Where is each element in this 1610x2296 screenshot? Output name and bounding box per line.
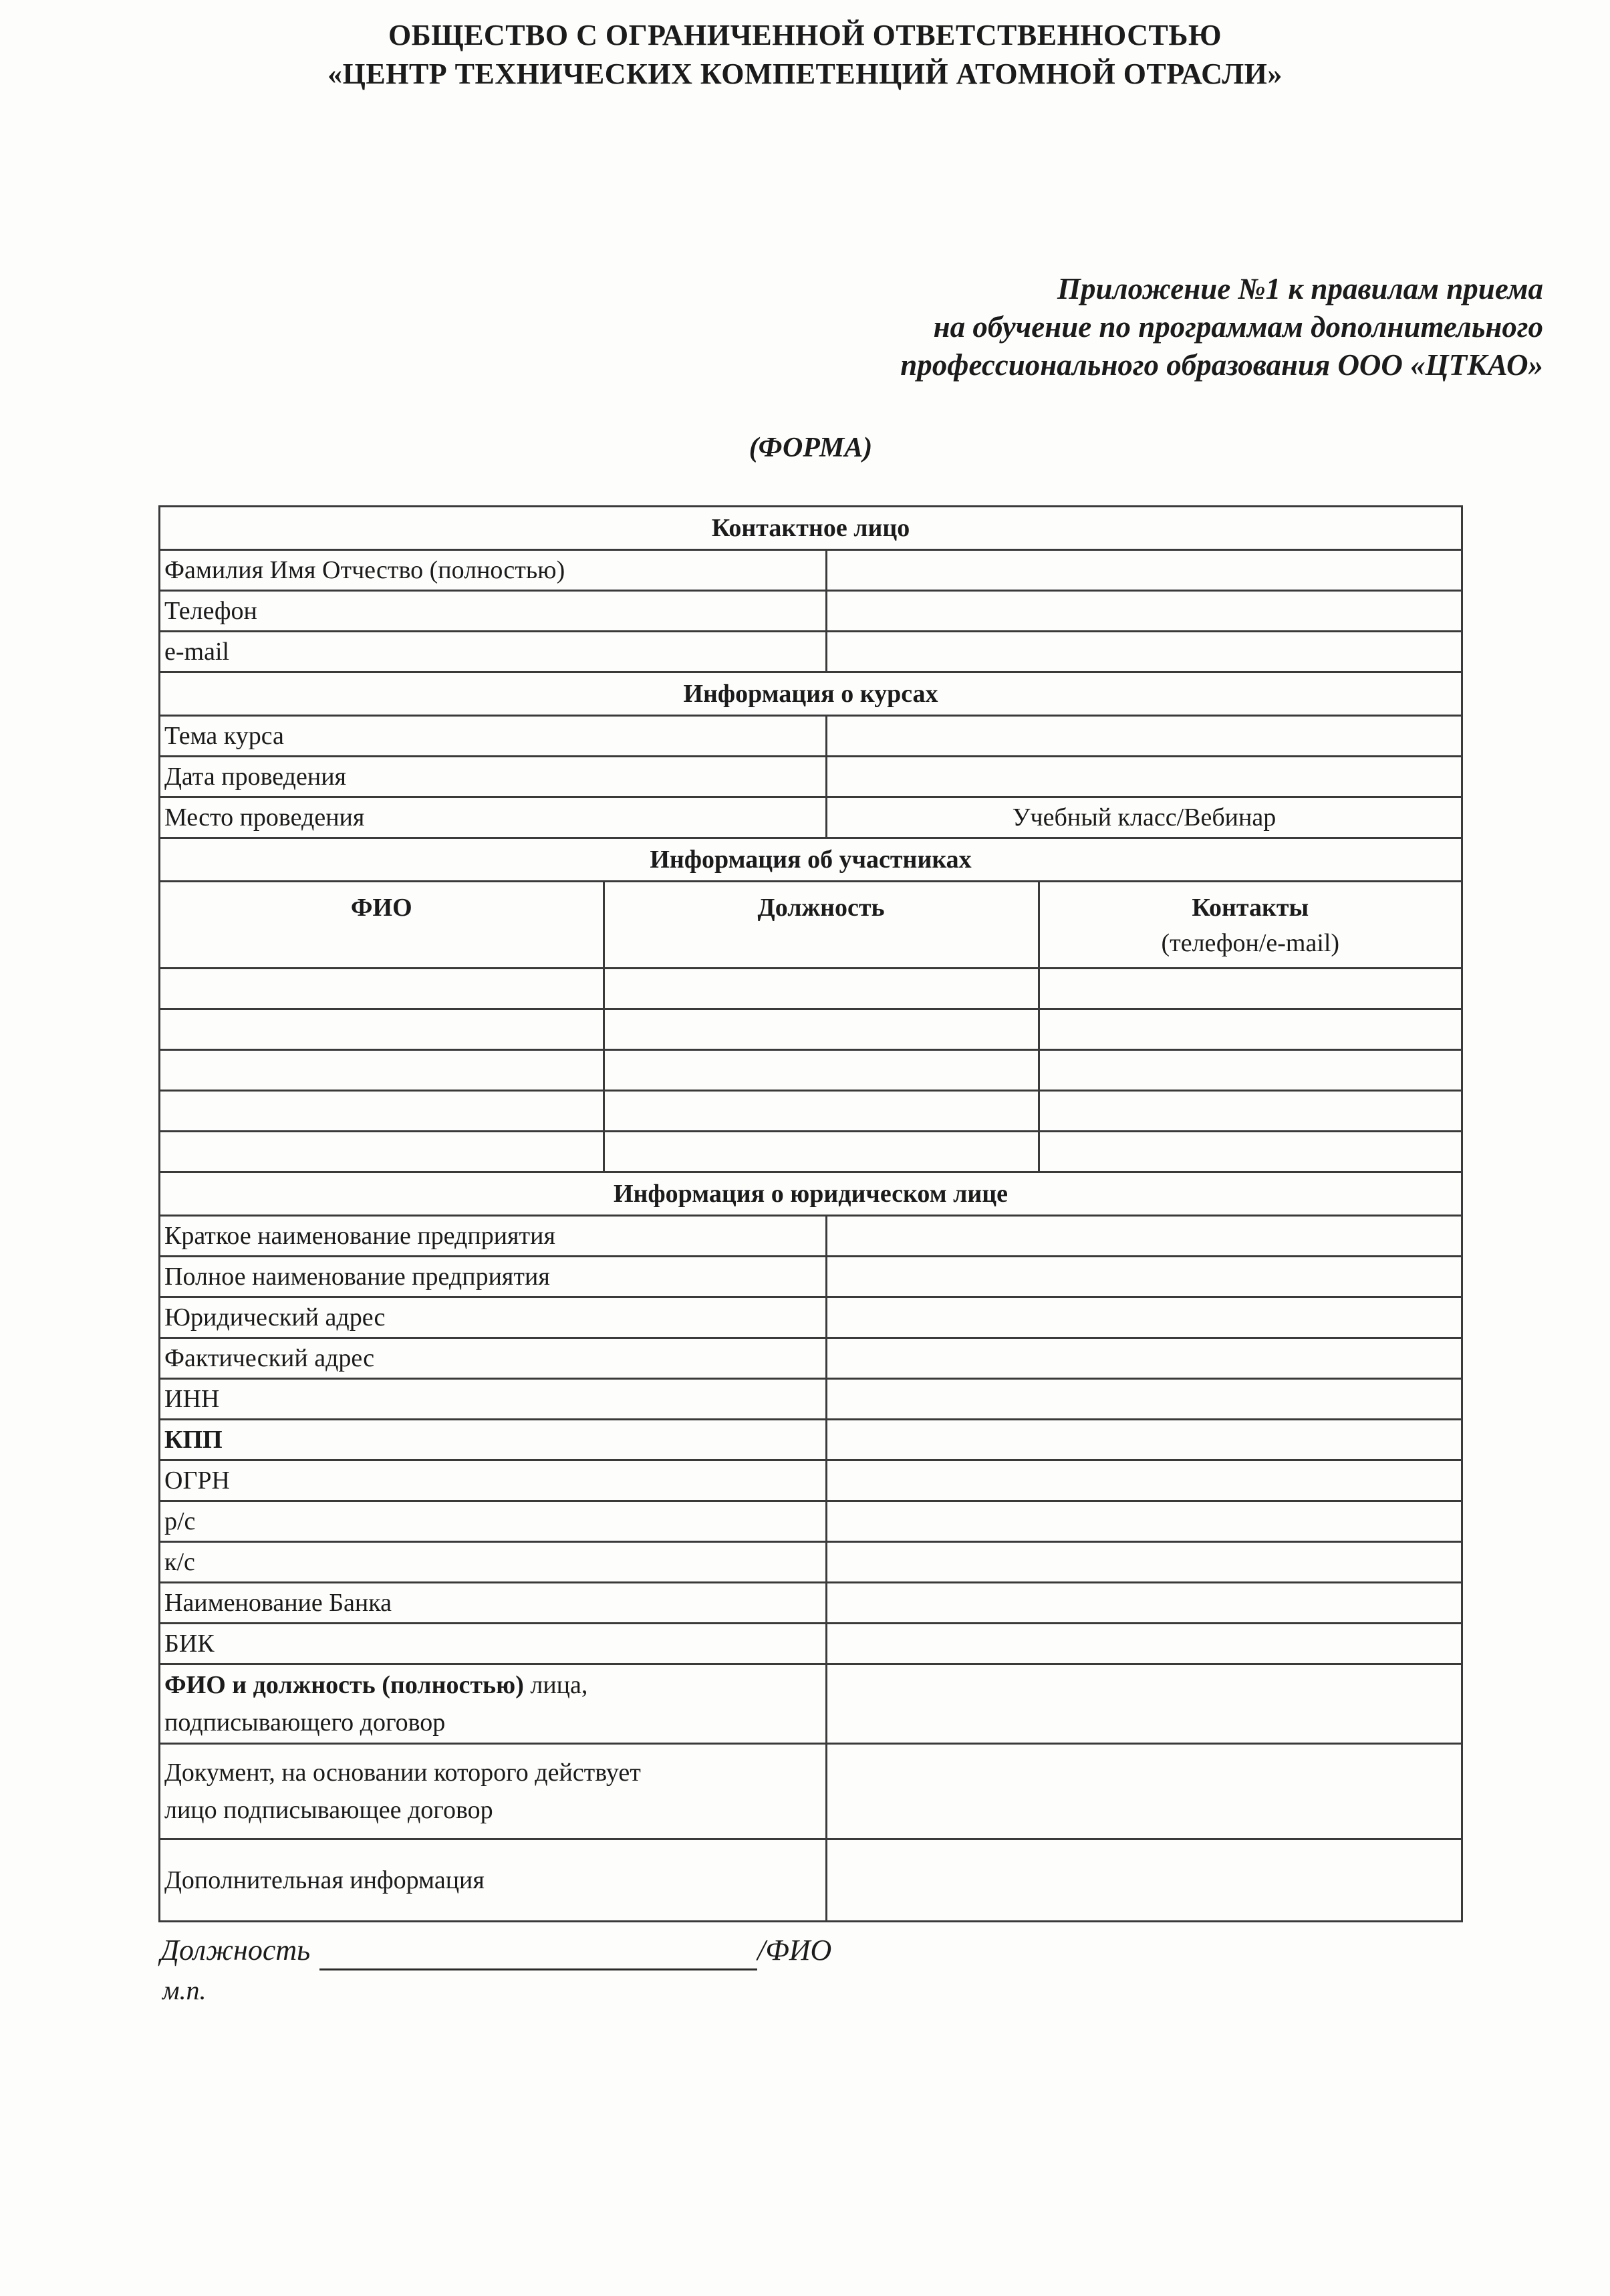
- form-label: (ФОРМА): [749, 432, 873, 463]
- section-title-contact: Контактное лицо: [160, 507, 1462, 550]
- field-label-additional-info: Дополнительная информация: [160, 1839, 827, 1922]
- participant-empty-row: [160, 1009, 1462, 1050]
- stamp-place-label: м.п.: [162, 1975, 207, 2005]
- appendix-note: [900, 270, 1543, 384]
- participants-header-row: [160, 882, 1462, 969]
- table-row: [160, 757, 1462, 797]
- field-label-bank-name: Наименование Банка: [160, 1583, 827, 1624]
- section-header-row: [160, 1172, 1462, 1216]
- field-label-bik: БИК: [160, 1624, 827, 1664]
- field-label-basis-document: [160, 1744, 827, 1839]
- table-row: [160, 591, 1462, 632]
- field-label-signer-line2: подписывающего договор: [164, 1708, 446, 1737]
- field-value-signer: [826, 1664, 1462, 1744]
- participant-position-cell: [603, 1009, 1039, 1050]
- column-header-position: Должность: [603, 882, 1039, 969]
- participant-position-cell: [603, 1132, 1039, 1172]
- appendix-note-line1: Приложение №1 к правилам приема: [1057, 272, 1543, 305]
- participant-position-cell: [603, 969, 1039, 1009]
- field-label-signer-rest: лица,: [523, 1671, 588, 1699]
- table-row: [160, 550, 1462, 591]
- participant-position-cell: [603, 1091, 1039, 1132]
- field-label-course-place: Место проведения: [160, 797, 827, 838]
- participant-empty-row: [160, 1050, 1462, 1091]
- participant-empty-row: [160, 1132, 1462, 1172]
- field-value-phone: [826, 591, 1462, 632]
- participant-contacts-cell: [1039, 1009, 1462, 1050]
- field-label-course-date: Дата проведения: [160, 757, 827, 797]
- section-title-courses: Информация о курсах: [160, 672, 1462, 716]
- field-label-signer-bold: ФИО и должность (полностью): [164, 1671, 524, 1699]
- table-row: [160, 1664, 1462, 1744]
- participant-fio-cell: [160, 1050, 604, 1091]
- participant-fio-cell: [160, 1009, 604, 1050]
- field-label-rs: р/с: [160, 1501, 827, 1542]
- field-value-ogrn: [826, 1460, 1462, 1501]
- field-label-ks: к/с: [160, 1542, 827, 1583]
- organization-name-line2: «ЦЕНТР ТЕХНИЧЕСКИХ КОМПЕТЕНЦИЙ АТОМНОЙ ОТРАСЛИ»: [327, 57, 1283, 90]
- table-row: [160, 1542, 1462, 1583]
- table-row: [160, 797, 1462, 838]
- section-header-row: [160, 838, 1462, 882]
- participant-contacts-cell: [1039, 1091, 1462, 1132]
- field-value-inn: [826, 1379, 1462, 1420]
- signature-fio-label: /ФИО: [757, 1934, 832, 1966]
- field-value-ks: [826, 1542, 1462, 1583]
- table-row: [160, 1583, 1462, 1624]
- field-value-bik: [826, 1624, 1462, 1664]
- table-row: [160, 1338, 1462, 1379]
- signature-position-label: Должность: [160, 1934, 311, 1966]
- field-label-course-topic: Тема курса: [160, 716, 827, 757]
- column-header-contacts-title: Контакты: [1192, 894, 1309, 922]
- section-header-row: [160, 672, 1462, 716]
- table-row: [160, 1501, 1462, 1542]
- participant-empty-row: [160, 1091, 1462, 1132]
- field-value-bank-name: [826, 1583, 1462, 1624]
- field-value-full-name: [826, 550, 1462, 591]
- column-header-contacts: [1039, 882, 1462, 969]
- participant-contacts-cell: [1039, 969, 1462, 1009]
- table-row: [160, 1839, 1462, 1922]
- field-value-actual-address: [826, 1338, 1462, 1379]
- field-label-short-name: Краткое наименование предприятия: [160, 1216, 827, 1257]
- field-label-actual-address: Фактический адрес: [160, 1338, 827, 1379]
- field-value-email: [826, 632, 1462, 672]
- field-value-course-topic: [826, 716, 1462, 757]
- table-row: [160, 716, 1462, 757]
- column-header-fio: ФИО: [160, 882, 604, 969]
- field-label-legal-address: Юридический адрес: [160, 1297, 827, 1338]
- field-label-inn: ИНН: [160, 1379, 827, 1420]
- participant-fio-cell: [160, 969, 604, 1009]
- table-row: [160, 1257, 1462, 1297]
- field-label-full-company-name: Полное наименование предприятия: [160, 1257, 827, 1297]
- appendix-note-line2: на обучение по программам дополнительного: [933, 310, 1543, 344]
- participant-position-cell: [603, 1050, 1039, 1091]
- participant-contacts-cell: [1039, 1050, 1462, 1091]
- field-value-short-name: [826, 1216, 1462, 1257]
- organization-name: [0, 16, 1610, 94]
- table-row: [160, 1460, 1462, 1501]
- table-row: [160, 632, 1462, 672]
- field-value-course-date: [826, 757, 1462, 797]
- field-value-additional-info: [826, 1839, 1462, 1922]
- field-label-basis-document-line2: лицо подписывающее договор: [164, 1796, 493, 1824]
- field-label-email: e-mail: [160, 632, 827, 672]
- section-title-legal: Информация о юридическом лице: [160, 1172, 1462, 1216]
- field-value-full-company-name: [826, 1257, 1462, 1297]
- field-label-basis-document-line1: Документ, на основании которого действует: [164, 1759, 641, 1787]
- appendix-note-line3: профессионального образования ООО «ЦТКАО»: [900, 348, 1543, 382]
- participant-contacts-cell: [1039, 1132, 1462, 1172]
- field-value-kpp: [826, 1420, 1462, 1460]
- table-row: [160, 1297, 1462, 1338]
- field-value-legal-address: [826, 1297, 1462, 1338]
- field-value-basis-document: [826, 1744, 1462, 1839]
- field-label-full-name: Фамилия Имя Отчество (полностью): [160, 550, 827, 591]
- section-title-participants: Информация об участниках: [160, 838, 1462, 882]
- field-value-rs: [826, 1501, 1462, 1542]
- table-row: [160, 1420, 1462, 1460]
- table-row: [160, 1216, 1462, 1257]
- participant-empty-row: [160, 969, 1462, 1009]
- table-row: [160, 1379, 1462, 1420]
- field-label-kpp: КПП: [160, 1420, 827, 1460]
- participant-fio-cell: [160, 1132, 604, 1172]
- organization-name-line1: ОБЩЕСТВО С ОГРАНИЧЕННОЙ ОТВЕТСТВЕННОСТЬЮ: [388, 19, 1222, 51]
- participant-fio-cell: [160, 1091, 604, 1132]
- field-label-phone: Телефон: [160, 591, 827, 632]
- field-value-course-place: Учебный класс/Вебинар: [826, 797, 1462, 838]
- field-label-signer: [160, 1664, 827, 1744]
- field-label-ogrn: ОГРН: [160, 1460, 827, 1501]
- section-header-row: [160, 507, 1462, 550]
- table-row: [160, 1744, 1462, 1839]
- signature-line: [319, 1968, 757, 1970]
- signature-block: [160, 1933, 831, 1967]
- application-form-table: [158, 505, 1463, 1922]
- table-row: [160, 1624, 1462, 1664]
- column-header-contacts-sub: (телефон/e-mail): [1161, 929, 1340, 957]
